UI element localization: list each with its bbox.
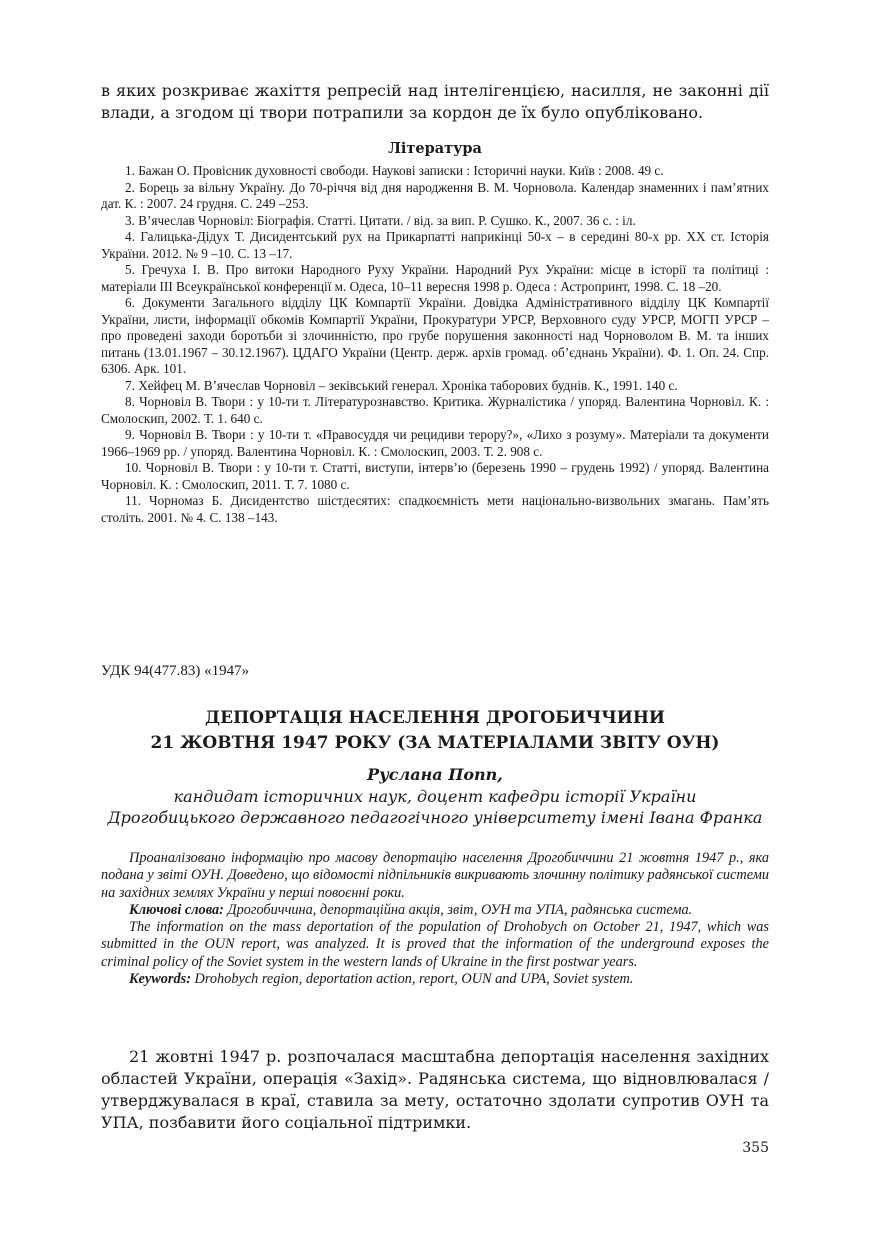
article-title-line-1: ДЕПОРТАЦІЯ НАСЕЛЕННЯ ДРОГОБИЧЧИНИ (205, 708, 665, 728)
article-title-line-2: 21 ЖОВТНЯ 1947 РОКУ (ЗА МАТЕРІАЛАМИ ЗВІТУ ОУН) (150, 733, 720, 753)
abstract (101, 850, 769, 988)
abstract-en: The information on the mass deportation of the population of Drohobych on October 21, 1947, which was submitted in the OUN report, was analyzed. It is proved that the information of the underground exposes the criminal policy of the Soviet system in the western lands of Ukraine in the first postwar years. (101, 919, 769, 970)
reference-item: 8. Чорновіл В. Твори : у 10-ти т. Літературознавство. Критика. Журналістика / упоряд. Валентина Чорновіл. К. : Смолоскип, 2002. Т. 1. 640 с. (101, 394, 769, 426)
keywords-uk-text: Дрогобиччина, депортаційна акція, звіт, ОУН та УПА, радянська система. (223, 901, 693, 918)
author-name: Руслана Попп, (367, 765, 503, 784)
abstract-uk: Проаналізовано інформацію про масову депортацію населення Дрогобиччини 21 жовтня 1947 р., яка подана у звіті ОУН. Доведено, що відомості підпільників викривають злочинну політику радянської системи на західних землях України у перші повоєнні роки. (101, 850, 769, 901)
reference-item: 3. В’ячеслав Чорновіл: Біографія. Статті. Цитати. / від. за вип. Р. Сушко. К., 2007. 36 с. : іл. (125, 212, 636, 228)
reference-item: 1. Бажан О. Провісник духовності свободи. Наукові записки : Історичні науки. Київ : 2008. 49 с. (125, 163, 664, 178)
reference-item: 6. Документи Загального відділу ЦК Компартії України. Довідка Адміністративного відділу ЦК Компартії України, листи, інформації обкомів Компартії України, Прокуратури УРСР, Верховного суду УРСР, МОГП УРСР – про проведені заходи боротьби зі злочинністю, про грубе порушення законності над Чорноволом В. М. та інших питань (13.01.1967 – 30.12.1967). ЦДАГО України (Центр. держ. архів громад. об’єднань України). Ф. 1. Оп. 24. Спр. 6306. Арк. 101. (101, 295, 769, 376)
body-paragraph-text: 21 жовтні 1947 р. розпочалася масштабна депортація населення західних областей України, операція «Захід». Радянська система, що відновлювалася / утверджувалася в краї, ставила за мету, остаточно здолати супротив ОУН та УПА, позбавити його соціальної підтримки. (101, 1047, 769, 1132)
reference-item: 2. Борець за вільну Україну. До 70-річчя від дня народження В. М. Чорновола. Календар знаменних і пам’ятних дат. К. : 2007. 24 грудня. С. 249 –253. (101, 179, 769, 211)
reference-item: 9. Чорновіл В. Твори : у 10-ти т. «Правосуддя чи рецидиви терору?», «Лихо з розуму». Матеріали та документи 1966–1969 рр. / упоряд. Валентина Чорновіл. К. : Смолоскип, 2003. Т. 2. 908 с. (101, 427, 769, 459)
page-number: 355 (742, 1140, 769, 1156)
reference-list (101, 163, 769, 526)
affiliation-line-1: кандидат історичних наук, доцент кафедри історії України (173, 787, 697, 806)
udc-code: УДК 94(477.83) «1947» (101, 663, 250, 679)
reference-item: 11. Чорномаз Б. Дисидентство шістдесятих: спадкоємність мети національно-визвольних змагань. Пам’ять століть. 2001. № 4. С. 138 –143. (101, 493, 769, 525)
literature-heading: Література (388, 140, 482, 157)
reference-item: 4. Галицька-Дідух Т. Дисидентський рух на Прикарпатті наприкінці 50-х – в середині 80-х рр. ХХ ст. Історія України. 2012. № 9 –10. С. 13 –17. (101, 229, 769, 261)
keywords-uk (101, 902, 769, 919)
keywords-en-text: Drohobych region, deportation action, report, OUN and UPA, Soviet system. (190, 971, 634, 988)
keywords-uk-label: Ключові слова: (129, 901, 224, 918)
author-affiliation (101, 786, 769, 828)
reference-item: 10. Чорновіл В. Твори : у 10-ти т. Статті, виступи, інтерв’ю (березень 1990 – грудень 1992) / упоряд. Валентина Чорновіл. К. : Смолоскип, 2011. Т. 7. 1080 с. (101, 460, 769, 492)
reference-item: 7. Хейфец М. В’ячеслав Чорновіл – зеківський генерал. Хроніка таборових буднів. К., 1991. 140 с. (125, 377, 678, 393)
keywords-en-label: Keywords: (129, 971, 191, 988)
intro-paragraph: в яких розкриває жахіття репресій над інтелігенцією, насилля, не законні дії влади, а згодом ці твори потрапили за кордон де їх було опубліковано. (101, 81, 769, 122)
reference-item: 5. Гречуха І. В. Про витоки Народного Руху України. Народний Рух України: місце в історії та політиці : матеріали ІІІ Всеукраїнської конференції м. Одеса, 10–11 вересня 1998 р. Одеса : Астропринт, 1998. С. 18 –20. (101, 262, 769, 294)
body-paragraph (101, 1046, 769, 1134)
article-title (101, 706, 769, 756)
keywords-en (101, 971, 769, 988)
affiliation-line-2: Дрогобицького державного педагогічного університету імені Івана Франка (107, 808, 763, 827)
